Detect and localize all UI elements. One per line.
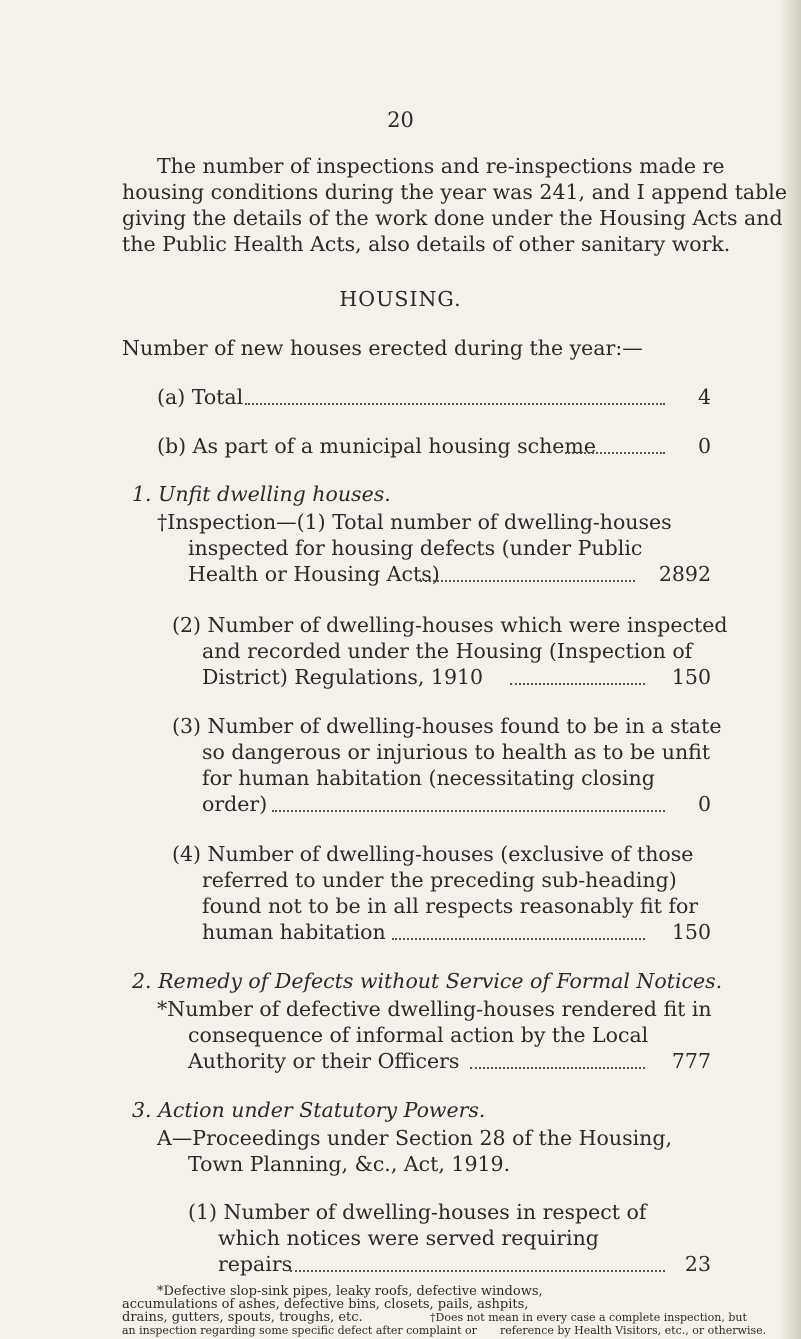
s3-subtitle-line-2: Town Planning, &c., Act, 1919. (188, 1152, 511, 1176)
s2-line-2: consequence of informal action by the Local (188, 1023, 649, 1047)
new-houses-municipal-label: (b) As part of a municipal housing scheme (157, 434, 596, 458)
s1-item2-value: 150 (671, 665, 711, 689)
leader-dots (470, 1067, 645, 1069)
section-2-title: 2. Remedy of Defects without Service of Formal Notices. (132, 969, 723, 993)
section-3-title: 3. Action under Statutory Powers. (132, 1098, 486, 1122)
leader-dots (565, 452, 665, 454)
new-houses-total-value: 4 (697, 385, 711, 409)
s1-item3-value: 0 (697, 792, 711, 816)
leader-dots (510, 683, 645, 685)
section-1-title: 1. Unfit dwelling houses. (132, 482, 391, 506)
s1-item4-line-1: (4) Number of dwelling-houses (exclusive of those (172, 842, 694, 866)
s1-item1-line-3: Health or Housing Acts) (188, 562, 440, 586)
s1-item1-value: 2892 (658, 562, 711, 586)
s1-item4-line-3: found not to be in all respects reasonably fit for (202, 894, 699, 918)
s1-item2-line-2: and recorded under the Housing (Inspection of (202, 639, 693, 663)
footnote-star-line-1: *Defective slop-sink pipes, leaky roofs, defective windows, (157, 1284, 543, 1299)
s1-item4-line-4: human habitation (202, 920, 386, 944)
footnote-dagger-line-1: †Does not mean in every case a complete inspection, but (430, 1311, 747, 1324)
s1-item1-line-2: inspected for housing defects (under Public (188, 536, 643, 560)
s3-item1-line-1: (1) Number of dwelling-houses in respect of (188, 1200, 647, 1224)
s3-subtitle-line-1: A—Proceedings under Section 28 of the Housing, (157, 1126, 672, 1150)
footnote-star-line-3: drains, gutters, spouts, troughs, etc. (122, 1310, 363, 1325)
new-houses-total-label: (a) Total (157, 385, 244, 409)
s3-item1-line-3: repairs (218, 1252, 293, 1276)
s3-item1-line-2: which notices were served requiring (218, 1226, 599, 1250)
intro-line-3: giving the details of the work done under the Housing Acts and (122, 206, 783, 230)
intro-line-2: housing conditions during the year was 241, and I append table (122, 180, 787, 204)
s1-item2-line-1: (2) Number of dwelling-houses which were inspected (172, 613, 728, 637)
s1-item4-value: 150 (671, 920, 711, 944)
page-number: 20 (387, 108, 414, 132)
intro-line-1: The number of inspections and re-inspections made re (157, 154, 725, 178)
s2-line-1: *Number of defective dwelling-houses rendered fit in (157, 997, 712, 1021)
s1-item1-line-1: †Inspection—(1) Total number of dwelling-houses (157, 510, 672, 534)
leader-dots (245, 403, 665, 405)
new-houses-label: Number of new houses erected during the year:— (122, 336, 643, 360)
s2-line-3: Authority or their Officers (188, 1049, 460, 1073)
leader-dots (420, 580, 635, 582)
section-heading: HOUSING. (339, 287, 462, 311)
s1-item3-line-2: so dangerous or injurious to health as to be unfit (202, 740, 711, 764)
footnote-star-line-2: accumulations of ashes, defective bins, closets, pails, ashpits, (122, 1297, 529, 1312)
leader-dots (272, 810, 665, 812)
s1-item3-line-4: order) (202, 792, 268, 816)
footnote-dagger-line-3: reference by Health Visitors, etc., or otherwise. (500, 1324, 767, 1337)
s2-value: 777 (671, 1049, 711, 1073)
leader-dots (392, 938, 645, 940)
s3-item1-value: 23 (684, 1252, 711, 1276)
s1-item4-line-2: referred to under the preceding sub-heading) (202, 868, 677, 892)
leader-dots (290, 1270, 665, 1272)
footnote-dagger-line-2: an inspection regarding some specific defect after complaint or (122, 1324, 477, 1337)
intro-line-4: the Public Health Acts, also details of other sanitary work. (122, 232, 731, 256)
s1-item3-line-3: for human habitation (necessitating closing (202, 766, 655, 790)
new-houses-municipal-value: 0 (697, 434, 711, 458)
s1-item2-line-3: District) Regulations, 1910 (202, 665, 484, 689)
s1-item3-line-1: (3) Number of dwelling-houses found to be in a state (172, 714, 722, 738)
